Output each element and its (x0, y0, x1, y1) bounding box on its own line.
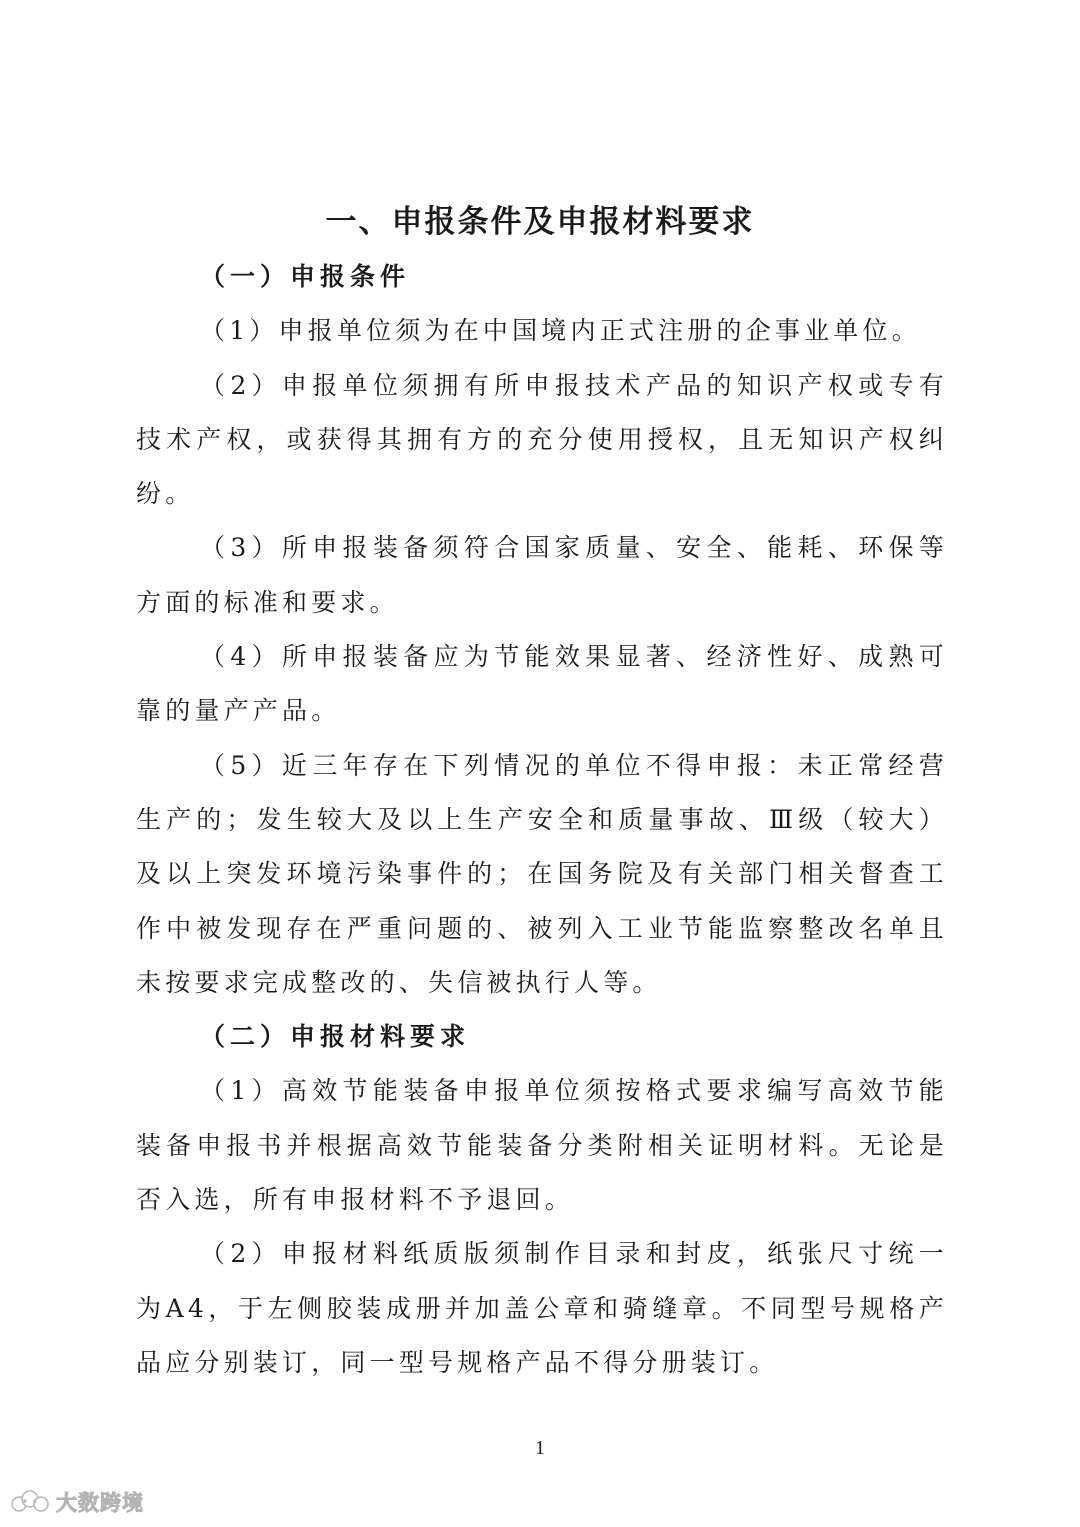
subsection-heading-conditions: （一）申报条件 (200, 262, 411, 291)
paragraph-condition-1: （1）申报单位须为在中国境内正式注册的企事业单位。 (200, 316, 921, 346)
document-body (136, 250, 948, 1390)
section-title: 一、申报条件及申报材料要求 (325, 204, 755, 240)
paragraph-material-2: （2）申报材料纸质版须制作目录和封皮，纸张尺寸统一为A4，于左侧胶装成册并加盖公章和骑缝章。不同型号规格产品应分别装订，同一型号规格产品不得分册装订。 (136, 1239, 948, 1377)
page-number: 1 (535, 1437, 545, 1459)
paragraph-condition-2: （2）申报单位须拥有所申报技术产品的知识产权或专有技术产权，或获得其拥有方的充分使用授权，且无知识产权纠纷。 (136, 370, 948, 509)
subsection-heading-materials: （二）申报材料要求 (200, 1022, 471, 1052)
paragraph-condition-3: （3）所申报装备须符合国家质量、安全、能耗、环保等方面的标准和要求。 (136, 533, 948, 617)
paragraph-condition-4: （4）所申报装备应为节能效果显著、经济性好、成熟可靠的量产产品。 (136, 642, 948, 726)
paragraph-condition-5: （5）近三年存在下列情况的单位不得申报：未正常经营生产的；发生较大及以上生产安全和质量事故、Ⅲ级（较大）及以上突发环境污染事件的；在国务院及有关部门相关督查工作中被发现存在严重问题的、被列入工业节能监察整改名单且未按要求完成整改的、失信被执行人等。 (136, 750, 948, 997)
paragraph-material-1: （1）高效节能装备申报单位须按格式要求编写高效节能装备申报书并根据高效节能装备分类附相关证明材料。无论是否入选，所有申报材料不予退回。 (136, 1076, 948, 1215)
watermark-text: 大数跨境 (56, 1491, 144, 1515)
cloud-logo-icon (10, 1489, 50, 1515)
watermark (10, 1484, 144, 1520)
